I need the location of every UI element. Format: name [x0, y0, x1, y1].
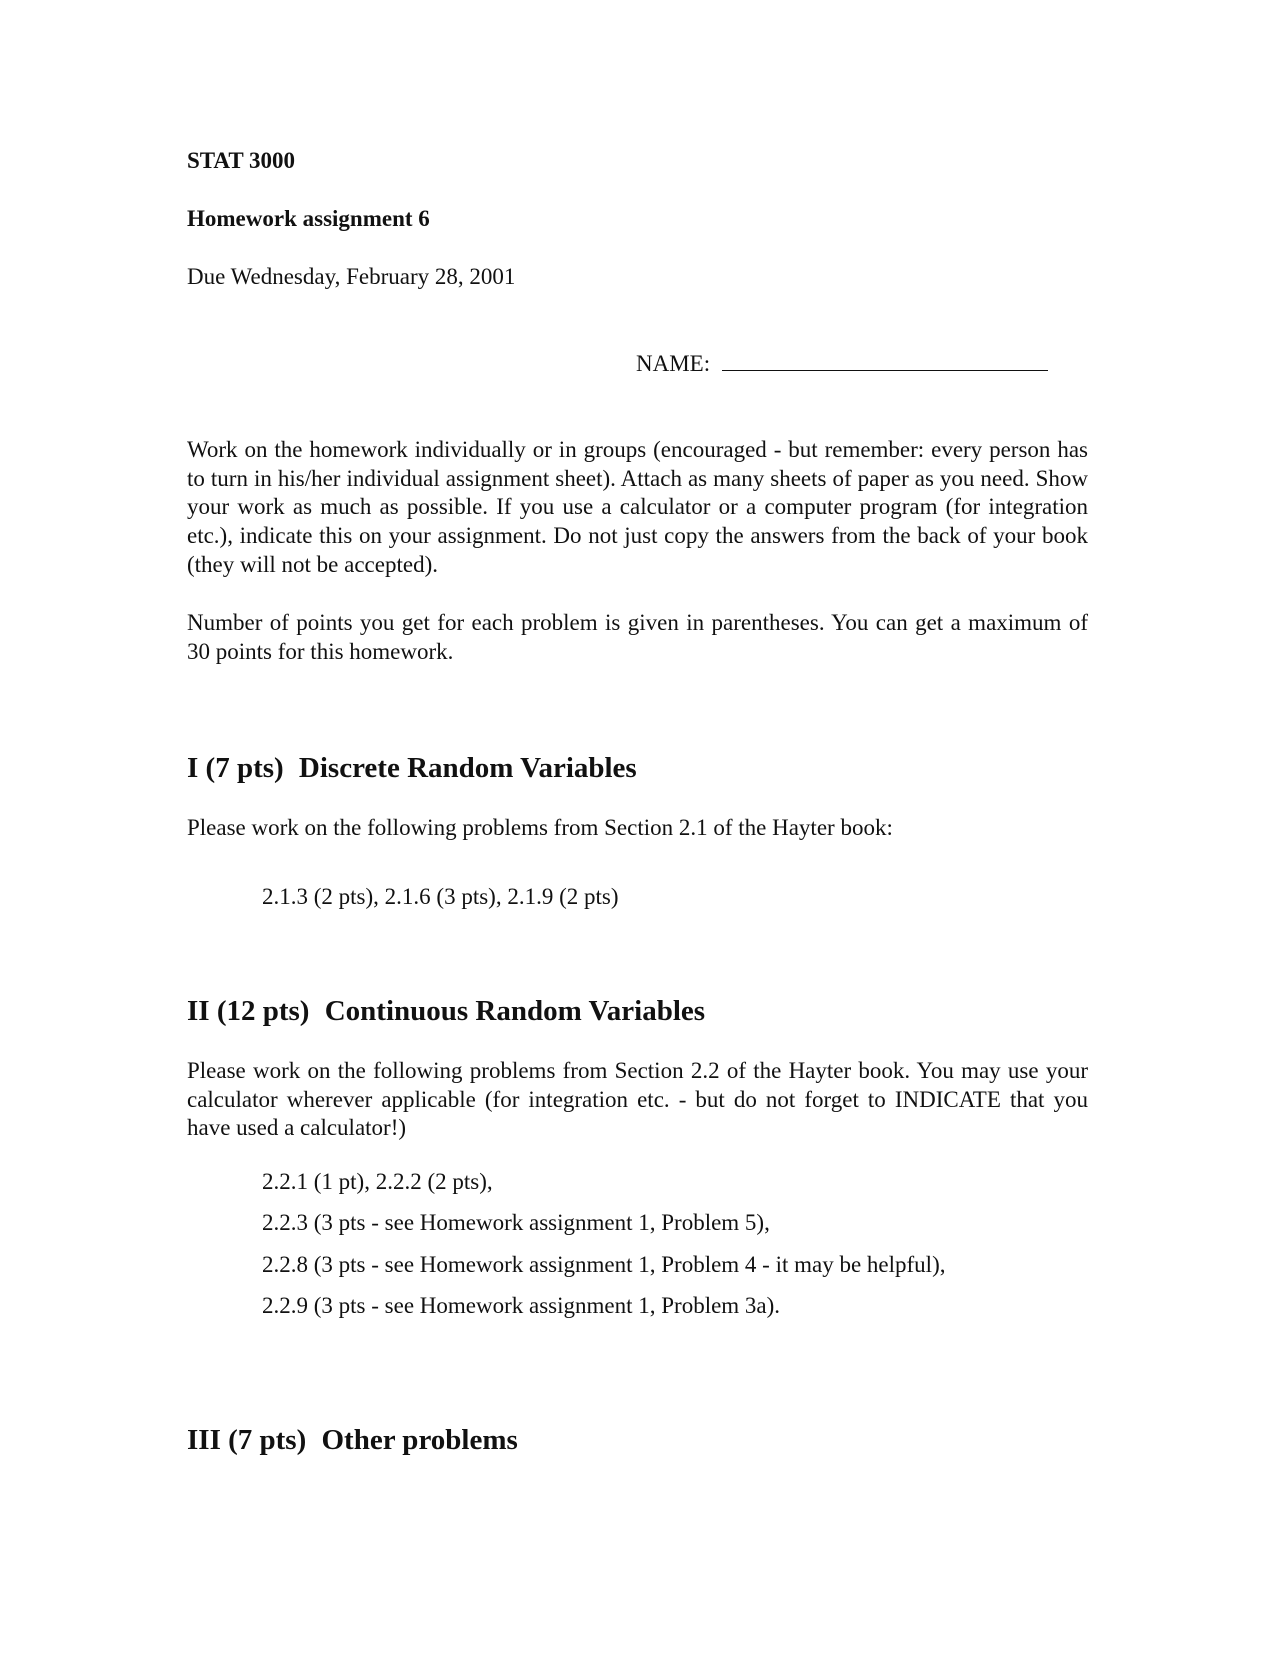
- list-item: 2.2.8 (3 pts - see Homework assignment 1, Problem 4 - it may be helpful),: [262, 1251, 946, 1277]
- name-label: NAME:: [636, 351, 711, 376]
- section-title: Continuous Random Variables: [324, 995, 706, 1027]
- assignment-title: Homework assignment 6: [187, 206, 430, 231]
- list-item: 2.2.1 (1 pt), 2.2.2 (2 pts),: [262, 1169, 493, 1194]
- section-1-intro: Please work on the following problems from Section 2.1 of the Hayter book:: [187, 815, 893, 840]
- section-title: Discrete Random Variables: [298, 752, 637, 784]
- points-paragraph: Number of points you get for each problem is given in parentheses. You can get a maximum of 30 points for this homework.: [187, 610, 1088, 664]
- section-2-intro: Please work on the following problems from Section 2.2 of the Hayter book. You may use your calculator wherever applicable (for integration etc. - but do not forget to INDICATE that you have used a calculator!): [187, 1058, 1088, 1141]
- section-heading-1: [187, 752, 637, 785]
- course-code: STAT 3000: [187, 148, 296, 173]
- list-item: 2.2.9 (3 pts - see Homework assignment 1, Problem 3a).: [262, 1292, 781, 1318]
- name-blank-line: [722, 350, 1048, 371]
- list-item: 2.2.3 (3 pts - see Homework assignment 1, Problem 5),: [262, 1210, 770, 1236]
- due-date: Due Wednesday, February 28, 2001: [187, 264, 516, 289]
- section-label: III (7 pts): [187, 1424, 307, 1456]
- section-heading-3: [187, 1424, 518, 1457]
- section-title: Other problems: [321, 1424, 518, 1456]
- section-heading-2: [187, 995, 705, 1028]
- section-label: II (12 pts): [187, 995, 310, 1027]
- section-label: I (7 pts): [187, 752, 284, 784]
- section-2-problem-list: [262, 1168, 946, 1333]
- name-field: [636, 350, 1048, 377]
- instructions-paragraph: Work on the homework individually or in groups (encouraged - but remember: every person has to turn in his/her individual assignment sheet). Attach as many sheets of paper as you need. Show your work as much as possible. If you use a calculator or a computer program (for integration etc.), indicate this on your assignment. Do not just copy the answers from the back of your book (they will not be accepted).: [187, 437, 1088, 577]
- section-1-problems: 2.1.3 (2 pts), 2.1.6 (3 pts), 2.1.9 (2 pts): [262, 884, 619, 909]
